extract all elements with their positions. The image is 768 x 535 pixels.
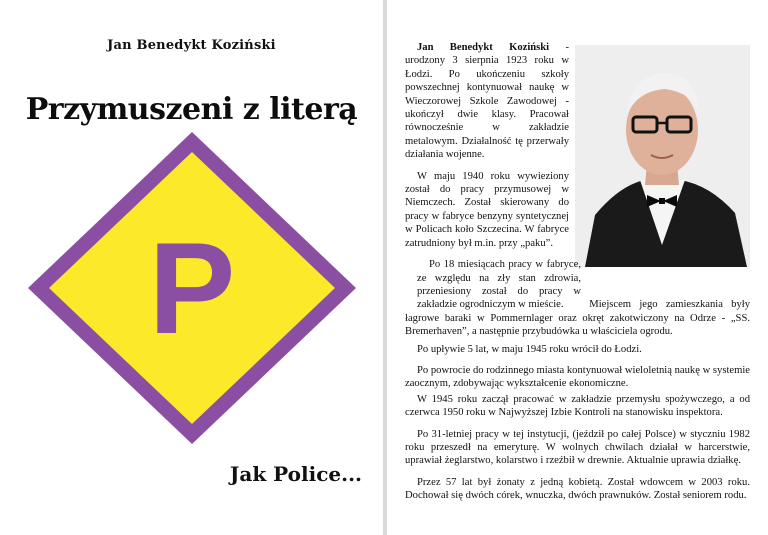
bio-p8: Przez 57 lat był żonaty z jedną kobietą. Został wdowcem w 2003 roku. Dochował się dwóch córek, wnuczka, dwóch prawnuków. Został seniorem rodu. bbox=[405, 476, 750, 502]
biography-page bbox=[387, 0, 768, 535]
bio-p3a: Po 18 miesiącach pracy w fabryce, ze względu na zły stan zdrowia, przeniesiony został do pracy w zakładzie ogrodniczym w mieście. bbox=[417, 259, 581, 311]
badge-letter: P bbox=[148, 215, 236, 361]
bio-name: Jan Benedykt Koziński bbox=[417, 42, 550, 53]
bio-p5: Po powrocie do rodzinnego miasta kontynuował wieloletnią naukę w systemie zaocznym, zdobywając wykształcenie ekonomiczne. bbox=[405, 364, 750, 390]
cover-subtitle: Jak Police... bbox=[229, 462, 362, 486]
cover-page bbox=[0, 0, 383, 535]
p-badge-diamond bbox=[24, 128, 360, 448]
bio-p1: - urodzony 3 sierpnia 1923 roku w Łodzi. Po ukończeniu szkoły powszechnej kontynuował naukę w Wieczorowej Szkole Zawodowej - ukończył dwie klasy. Pracował równocześnie w zakładzie metalowym. Działalność tę przerwały działania wojenne. bbox=[405, 42, 569, 161]
biography-text bbox=[405, 41, 750, 511]
cover-author: Jan Benedykt Koziński bbox=[107, 38, 276, 53]
bio-p6: W 1945 roku zaczął pracować w zakładzie przemysłu spożywczego, a od czerwca 1950 roku w Najwyższej Izbie Kontroli na stanowisku inspektora. bbox=[405, 393, 750, 419]
bio-paragraph bbox=[405, 258, 750, 338]
bio-p4: Po upływie 5 lat, w maju 1945 roku wrócił do Łodzi. bbox=[417, 343, 642, 355]
bio-p3b: Miejscem jego zamieszkania były łagrowe baraki w Pommernlager oraz okręt zakotwiczony na Odrze - „SS. Bremerhaven”, a następnie przybudówka u właściciela ogrodu. bbox=[405, 299, 750, 338]
cover-title: Przymuszeni z literą bbox=[25, 92, 358, 127]
bio-paragraph bbox=[405, 41, 569, 162]
bio-p2: W maju 1940 roku wywieziony został do pracy przymusowej w Niemczech. Został skierowany do pracy w fabryce benzyny syntetycznej w Policach koło Szczecina. W fabryce zatrudniony był m.in. przy „paku”. bbox=[405, 170, 569, 249]
bio-p7: Po 31-letniej pracy w tej instytucji, (jeździł po całej Polsce) w styczniu 1982 roku przeszedł na emeryturę. W wolnych chwilach działał w harcerstwie, uprawiał żeglarstwo, kolarstwo i rzeźbił w drewnie. Aktualnie uprawia działkę. bbox=[405, 428, 750, 467]
